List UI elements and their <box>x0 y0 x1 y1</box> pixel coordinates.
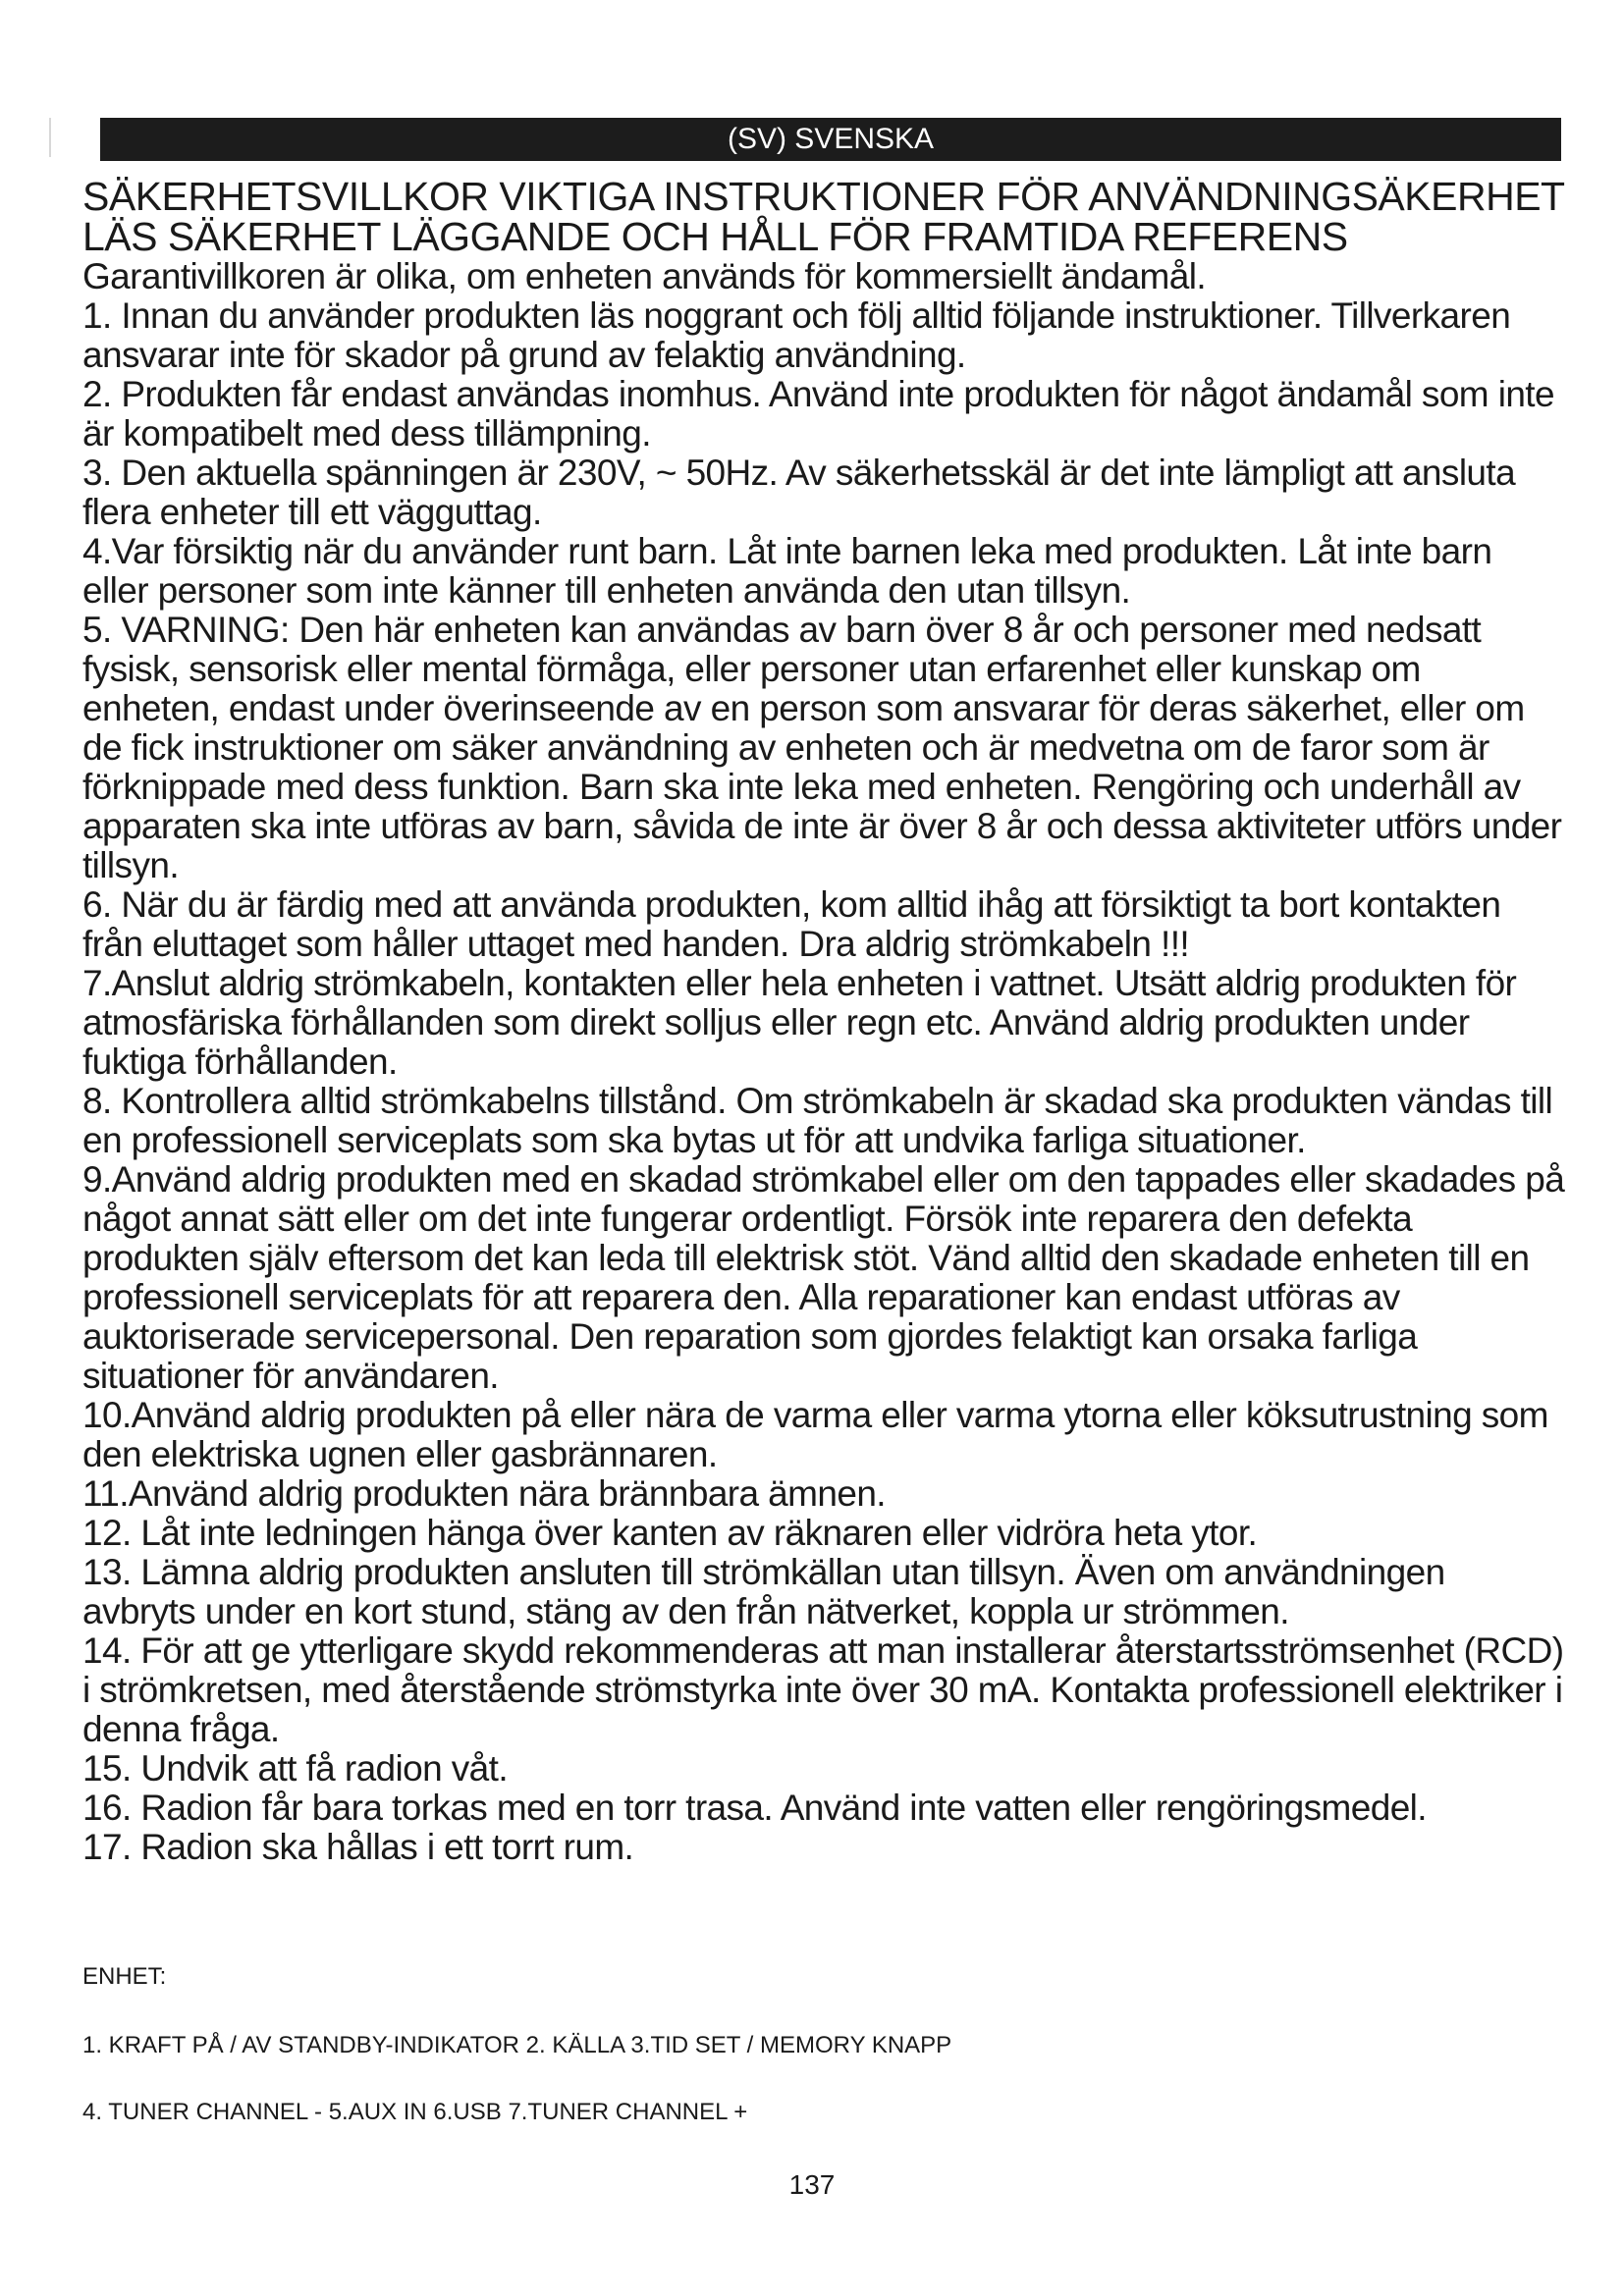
unit-label: ENHET: <box>82 1963 167 1990</box>
instruction-item: 11.Använd aldrig produkten nära brännbara ämnen. <box>82 1473 886 1514</box>
instruction-item: 10.Använd aldrig produkten på eller nära de varma eller varma ytorna eller köksutrustning som den elektriska ugnen eller gasbrännaren. <box>82 1395 1548 1474</box>
instruction-item: 6. När du är färdig med att använda produkten, kom alltid ihåg att försiktigt ta bort kontakten från eluttaget som håller uttaget med handen. Dra aldrig strömkabeln !!! <box>82 884 1501 964</box>
instruction-item: 2. Produkten får endast användas inomhus. Använd inte produkten för något ändamål som inte är kompatibelt med dess tillämpning. <box>82 374 1554 454</box>
instruction-item: 5. VARNING: Den här enheten kan användas av barn över 8 år och personer med nedsatt fysisk, sensorisk eller mental förmåga, eller personer utan erfarenhet eller kunskap om enheten, endast under överinseende av en person som ansvarar för deras säkerhet, eller om de fick instruktioner om säker användning av enheten och är medvetna om de faror som är förknippade med dess funktion. Barn ska inte leka med enheten. Rengöring och underhåll av apparaten ska inte utföras av barn, såvida de inte är över 8 år och dessa aktiviteter utförs under tillsyn. <box>82 610 1562 885</box>
language-header-bar <box>100 118 1561 161</box>
page-number: 137 <box>788 2169 836 2200</box>
instruction-item: 14. För att ge ytterligare skydd rekommenderas att man installerar återstartsströmsenhet (RCD) i strömkretsen, med återstående strömstyrka inte över 30 mA. Kontakta professionell elektriker i denna fråga. <box>82 1630 1564 1749</box>
intro-paragraph: Garantivillkoren är olika, om enheten används för kommersiellt ändamål. <box>82 256 1207 296</box>
instruction-item: 7.Anslut aldrig strömkabeln, kontakten eller hela enheten i vattnet. Utsätt aldrig produkten för atmosfäriska förhållanden som direkt solljus eller regn etc. Använd aldrig produkten under fuktiga förhållanden. <box>82 963 1517 1082</box>
instruction-item: 3. Den aktuella spänningen är 230V, ~ 50Hz. Av säkerhetsskäl är det inte lämpligt att ansluta flera enheter till ett vägguttag. <box>82 453 1516 532</box>
instruction-item: 8. Kontrollera alltid strömkabelns tillstånd. Om strömkabeln är skadad ska produkten vändas till en professionell serviceplats som ska bytas ut för att undvika farliga situationer. <box>82 1081 1553 1160</box>
language-label: (SV) SVENSKA <box>727 123 935 155</box>
instruction-item: 12. Låt inte ledningen hänga över kanten av räknaren eller vidröra heta ytor. <box>82 1513 1258 1553</box>
instruction-item: 17. Radion ska hållas i ett torrt rum. <box>82 1827 634 1867</box>
document-title: SÄKERHETSVILLKOR VIKTIGA INSTRUKTIONER FÖR ANVÄNDNINGSÄKERHET LÄS SÄKERHET LÄGGANDE OCH HÅLL FÖR FRAMTIDA REFERENS <box>82 174 1564 259</box>
unit-controls-line: 4. TUNER CHANNEL - 5.AUX IN 6.USB 7.TUNER CHANNEL + <box>82 2099 748 2125</box>
margin-rule <box>49 118 51 157</box>
instruction-item: 15. Undvik att få radion våt. <box>82 1748 509 1789</box>
instruction-item: 1. Innan du använder produkten läs noggrant och följ alltid följande instruktioner. Tillverkaren ansvarar inte för skador på grund av felaktig användning. <box>82 295 1511 375</box>
unit-controls-line: 1. KRAFT PÅ / AV STANDBY-INDIKATOR 2. KÄLLA 3.TID SET / MEMORY KNAPP <box>82 2032 952 2058</box>
instruction-item: 13. Lämna aldrig produkten ansluten till strömkällan utan tillsyn. Även om användningen avbryts under en kort stund, stäng av den från nätverket, koppla ur strömmen. <box>82 1552 1445 1631</box>
instructions-body <box>82 174 1565 1867</box>
instruction-item: 9.Använd aldrig produkten med en skadad strömkabel eller om den tappades eller skadades på något annat sätt eller om det inte fungerar ordentligt. Försök inte reparera den defekta produkten själv eftersom det kan leda till elektrisk stöt. Vänd alltid den skadade enheten till en professionell serviceplats för att reparera den. Alla reparationer kan endast utföras av auktoriserade servicepersonal. Den reparation som gjordes felaktigt kan orsaka farliga situationer för användaren. <box>82 1159 1565 1396</box>
instruction-item: 4.Var försiktig när du använder runt barn. Låt inte barnen leka med produkten. Låt inte barn eller personer som inte känner till enheten använda den utan tillsyn. <box>82 531 1492 611</box>
instruction-item: 16. Radion får bara torkas med en torr trasa. Använd inte vatten eller rengöringsmedel. <box>82 1788 1427 1828</box>
